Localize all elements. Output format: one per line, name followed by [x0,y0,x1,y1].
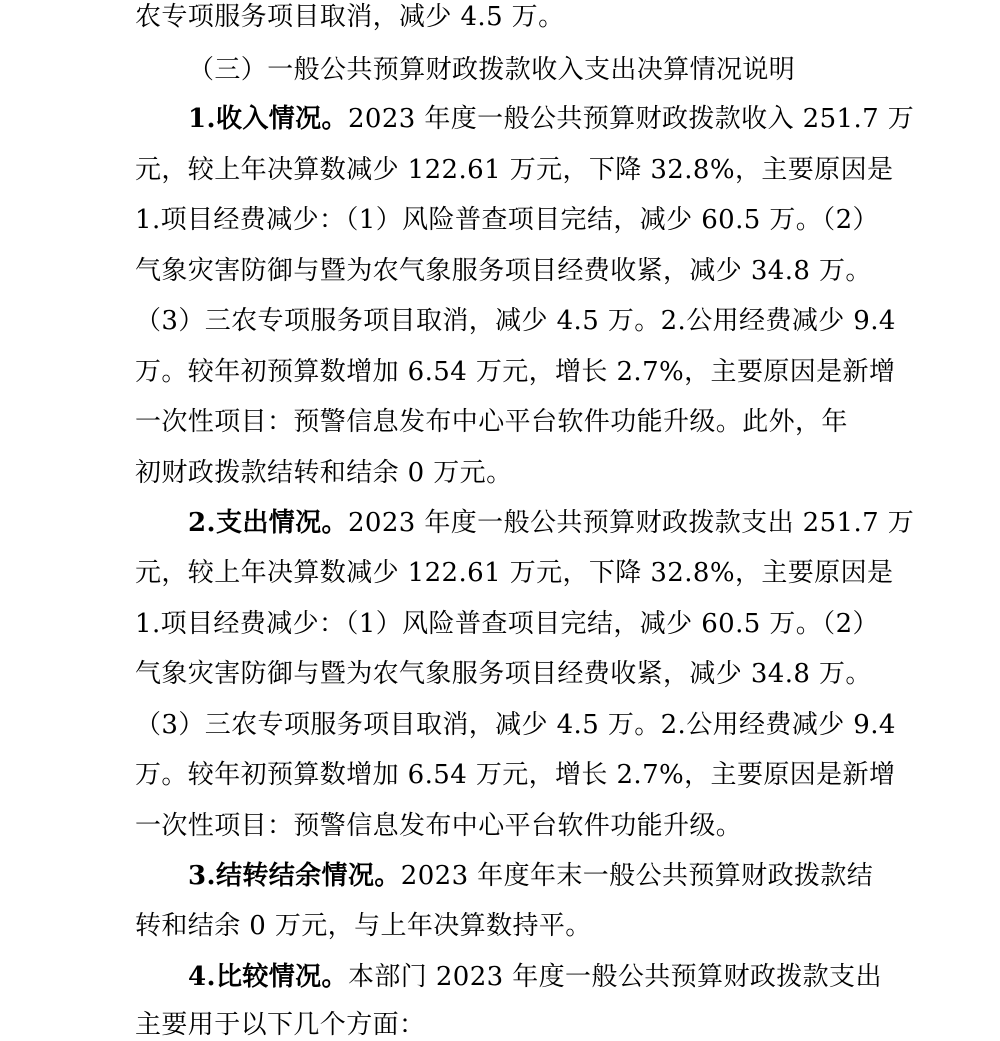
paragraph-line: 气象灾害防御与暨为农气象服务项目经费收紧，减少 34.8 万。 [135,256,872,286]
paragraph-text: 本部门 2023 年度一般公共预算财政拨款支出 [347,962,882,992]
paragraph-line [188,861,873,891]
paragraph-line: 元，较上年决算数减少 122.61 万元，下降 32.8%，主要原因是 [135,558,894,588]
paragraph-text: 2023 年度年末一般公共预算财政拨款结 [400,861,874,891]
subsection-title: 1.收入情况。 [188,104,348,134]
paragraph-line: 初财政拨款结转和结余 0 万元。 [135,458,513,488]
paragraph-line: 转和结余 0 万元，与上年决算数持平。 [135,911,592,941]
paragraph-line: （3）三农专项服务项目取消，减少 4.5 万。2.公用经费减少 9.4 [135,710,896,740]
paragraph-line: 气象灾害防御与暨为农气象服务项目经费收紧，减少 34.8 万。 [135,659,872,689]
paragraph-line: 1.项目经费减少：（1）风险普查项目完结，减少 60.5 万。（2） [135,205,879,235]
paragraph-line: 主要用于以下几个方面： [135,1010,426,1040]
paragraph-line: 农专项服务项目取消，减少 4.5 万。 [135,2,565,32]
paragraph-line: （3）三农专项服务项目取消，减少 4.5 万。2.公用经费减少 9.4 [135,306,896,336]
subsection-title: 4.比较情况。 [188,962,348,992]
paragraph-line: 一次性项目：预警信息发布中心平台软件功能升级。 [135,811,743,841]
paragraph-text: 2023 年度一般公共预算财政拨款收入 251.7 万 [347,104,915,134]
section-heading: （三）一般公共预算财政拨款收入支出决算情况说明 [188,55,796,85]
paragraph-line: 1.项目经费减少：（1）风险普查项目完结，减少 60.5 万。（2） [135,609,879,639]
paragraph-text: 2023 年度一般公共预算财政拨款支出 251.7 万 [347,508,915,538]
paragraph-line: 万。较年初预算数增加 6.54 万元，增长 2.7%，主要原因是新增 [135,357,896,387]
paragraph-line [188,508,914,538]
subsection-title: 2.支出情况。 [188,508,348,538]
paragraph-line: 一次性项目：预警信息发布中心平台软件功能升级。此外，年 [135,407,848,437]
paragraph-line: 元，较上年决算数减少 122.61 万元，下降 32.8%，主要原因是 [135,155,894,185]
paragraph-line [188,962,882,992]
paragraph-line: 万。较年初预算数增加 6.54 万元，增长 2.7%，主要原因是新增 [135,760,896,790]
subsection-title: 3.结转结余情况。 [188,861,401,891]
paragraph-line [188,104,914,134]
